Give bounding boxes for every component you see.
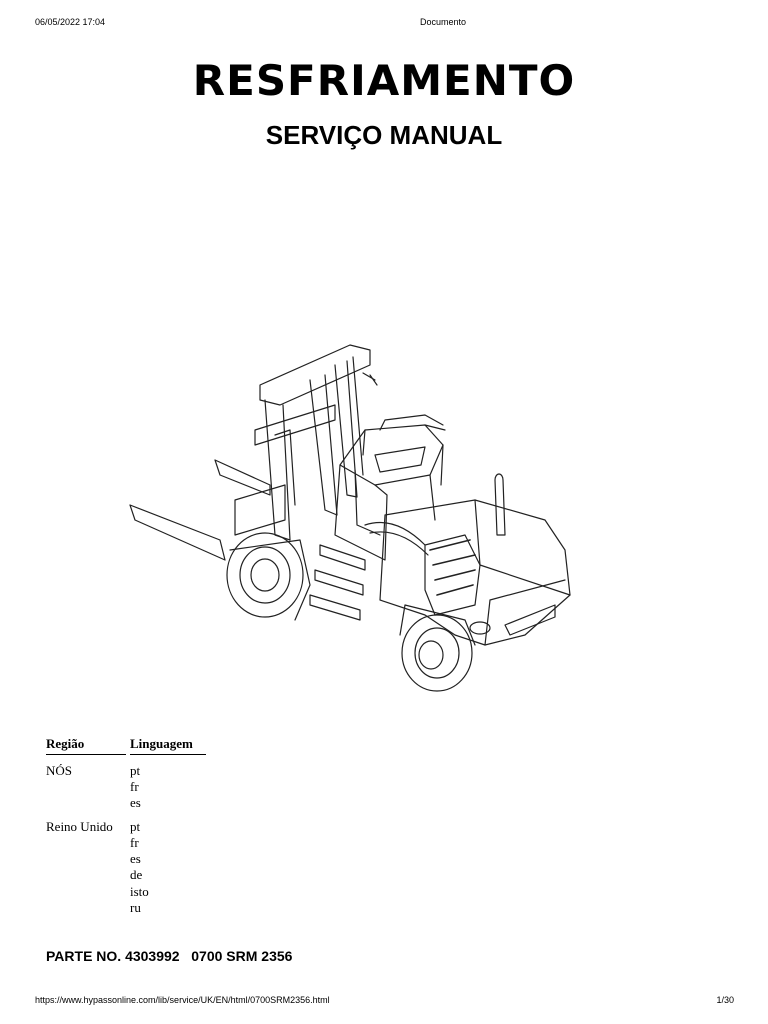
region-name: Reino Unido bbox=[46, 819, 113, 834]
language-header: Linguagem bbox=[130, 736, 206, 755]
page-number: 1/30 bbox=[716, 995, 734, 1005]
print-date: 06/05/2022 17:04 bbox=[35, 17, 106, 27]
forklift-icon bbox=[125, 335, 585, 700]
region-name: NÓS bbox=[46, 763, 73, 778]
language-code: es bbox=[130, 851, 141, 866]
print-header bbox=[0, 17, 768, 31]
language-code: fr bbox=[130, 835, 139, 850]
print-document-title: Documento bbox=[419, 17, 467, 27]
language-code: pt bbox=[130, 763, 141, 778]
page-title: RESFRIAMENTO bbox=[192, 56, 576, 105]
footer-url: https://www.hypassonline.com/lib/service/UK/EN/html/0700SRM2356.html bbox=[35, 995, 330, 1005]
part-number: PARTE NO. 4303992 0700 SRM 2356 bbox=[46, 948, 293, 964]
language-code: pt bbox=[130, 819, 141, 834]
language-code: ru bbox=[130, 900, 141, 915]
language-code: isto bbox=[130, 884, 149, 899]
language-code: fr bbox=[130, 779, 139, 794]
language-code: de bbox=[130, 867, 143, 882]
region-header: Região bbox=[46, 736, 126, 755]
page-subtitle: SERVIÇO MANUAL bbox=[265, 120, 503, 150]
language-code: es bbox=[130, 795, 141, 810]
